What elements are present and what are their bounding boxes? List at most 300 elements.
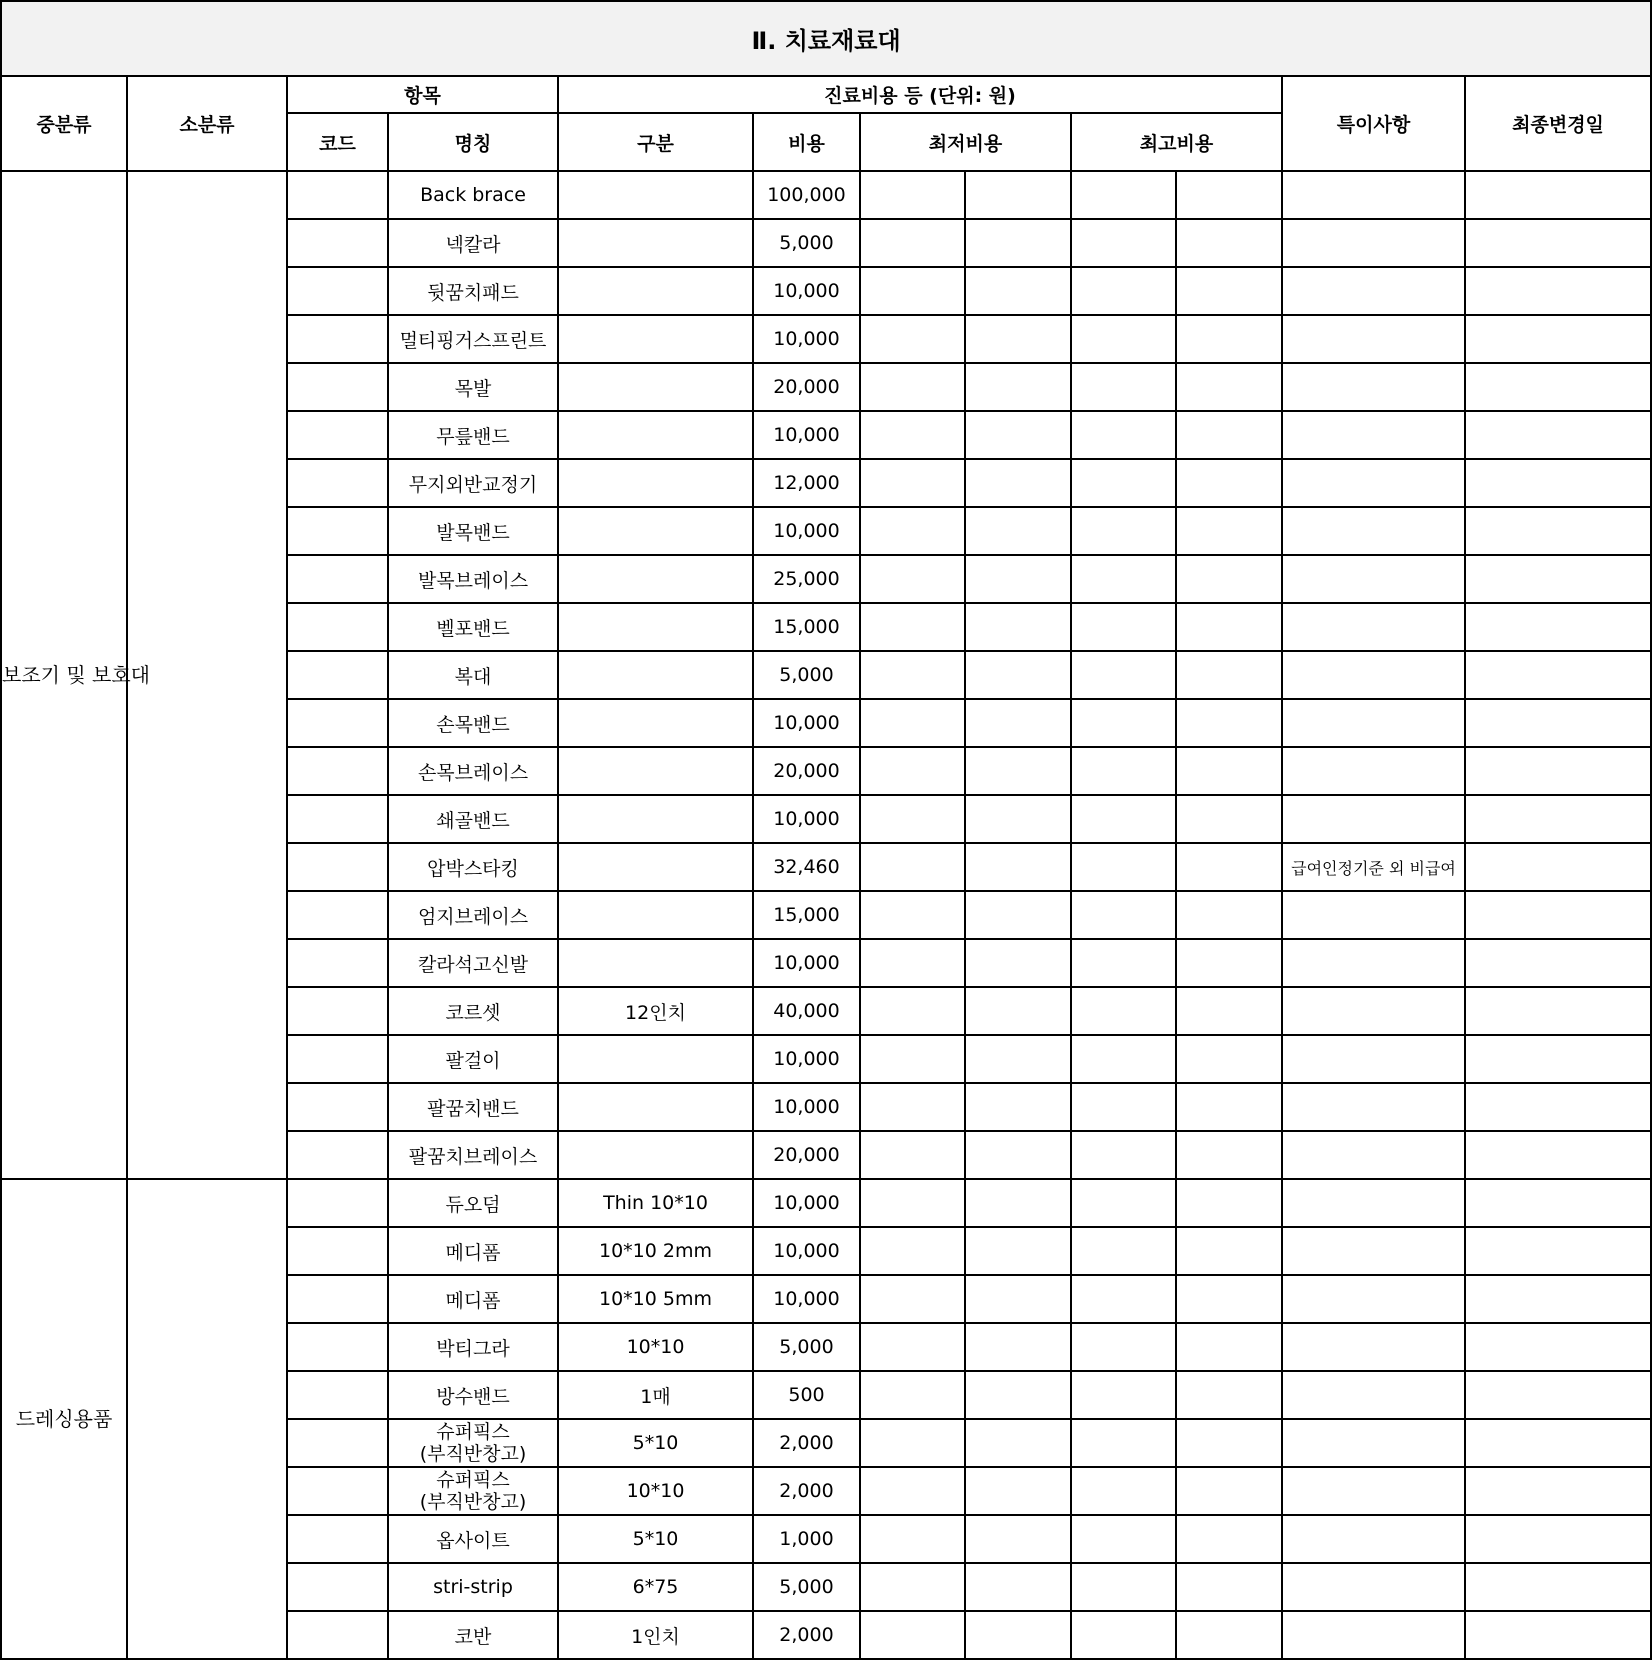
cost-cell: 10,000: [753, 507, 860, 555]
max-cost-cell-a: [1071, 1611, 1176, 1659]
code-cell: [287, 1323, 388, 1371]
remarks-cell: [1282, 1227, 1465, 1275]
min-cost-cell-a: [860, 843, 965, 891]
max-cost-cell-a: [1071, 411, 1176, 459]
code-cell: [287, 1035, 388, 1083]
code-cell: [287, 411, 388, 459]
item-name-cell: 무지외반교정기: [388, 459, 558, 507]
max-cost-cell-a: [1071, 1179, 1176, 1227]
remarks-cell: [1282, 219, 1465, 267]
min-cost-cell-b: [965, 507, 1071, 555]
cost-cell: 10,000: [753, 1275, 860, 1323]
division-cell: [558, 411, 753, 459]
max-cost-cell-a: [1071, 699, 1176, 747]
max-cost-cell-b: [1176, 603, 1282, 651]
min-cost-cell-b: [965, 651, 1071, 699]
min-cost-cell-b: [965, 1419, 1071, 1467]
division-cell: [558, 267, 753, 315]
max-cost-cell-b: [1176, 795, 1282, 843]
max-cost-cell-a: [1071, 651, 1176, 699]
cost-cell: 15,000: [753, 603, 860, 651]
page-title: Ⅱ. 치료재료대: [1, 1, 1651, 76]
max-cost-cell-b: [1176, 747, 1282, 795]
cost-cell: 10,000: [753, 267, 860, 315]
max-cost-cell-a: [1071, 603, 1176, 651]
cost-cell: 20,000: [753, 1131, 860, 1179]
cost-cell: 15,000: [753, 891, 860, 939]
last-modified-cell: [1465, 747, 1651, 795]
code-cell: [287, 1515, 388, 1563]
max-cost-cell-a: [1071, 1083, 1176, 1131]
remarks-cell: [1282, 987, 1465, 1035]
min-cost-cell-a: [860, 1563, 965, 1611]
code-cell: [287, 507, 388, 555]
min-cost-cell-a: [860, 363, 965, 411]
remarks-cell: [1282, 939, 1465, 987]
remarks-cell: [1282, 891, 1465, 939]
item-name-cell: 넥칼라: [388, 219, 558, 267]
item-name-cell: 박티그라: [388, 1323, 558, 1371]
last-modified-cell: [1465, 651, 1651, 699]
code-cell: [287, 1419, 388, 1467]
header-cost: 비용: [753, 113, 860, 171]
min-cost-cell-b: [965, 699, 1071, 747]
code-cell: [287, 939, 388, 987]
division-cell: [558, 219, 753, 267]
division-cell: [558, 795, 753, 843]
min-cost-cell-a: [860, 1515, 965, 1563]
item-name-cell: 발목밴드: [388, 507, 558, 555]
item-name-cell: 방수밴드: [388, 1371, 558, 1419]
min-cost-cell-b: [965, 1035, 1071, 1083]
last-modified-cell: [1465, 1035, 1651, 1083]
last-modified-cell: [1465, 1467, 1651, 1515]
cost-cell: 1,000: [753, 1515, 860, 1563]
item-name-cell: Back brace: [388, 171, 558, 219]
remarks-cell: [1282, 555, 1465, 603]
remarks-cell: [1282, 1611, 1465, 1659]
min-cost-cell-a: [860, 1131, 965, 1179]
max-cost-cell-b: [1176, 1371, 1282, 1419]
cost-cell: 10,000: [753, 795, 860, 843]
last-modified-cell: [1465, 1275, 1651, 1323]
code-cell: [287, 459, 388, 507]
minor-category-cell: [127, 171, 287, 1179]
code-cell: [287, 1131, 388, 1179]
max-cost-cell-a: [1071, 315, 1176, 363]
major-category-cell: 보조기 및 보호대: [1, 171, 127, 1179]
item-name-cell: 슈퍼픽스 (부직반창고): [388, 1467, 558, 1515]
max-cost-cell-b: [1176, 1131, 1282, 1179]
remarks-cell: 급여인정기준 외 비급여: [1282, 843, 1465, 891]
max-cost-cell-a: [1071, 1371, 1176, 1419]
max-cost-cell-a: [1071, 219, 1176, 267]
last-modified-cell: [1465, 219, 1651, 267]
item-name-cell: 팔꿈치밴드: [388, 1083, 558, 1131]
max-cost-cell-a: [1071, 1035, 1176, 1083]
item-name-cell: 옵사이트: [388, 1515, 558, 1563]
code-cell: [287, 651, 388, 699]
last-modified-cell: [1465, 1515, 1651, 1563]
division-cell: 5*10: [558, 1515, 753, 1563]
remarks-cell: [1282, 1083, 1465, 1131]
max-cost-cell-a: [1071, 843, 1176, 891]
max-cost-cell-b: [1176, 1419, 1282, 1467]
remarks-cell: [1282, 699, 1465, 747]
max-cost-cell-a: [1071, 795, 1176, 843]
max-cost-cell-a: [1071, 1419, 1176, 1467]
last-modified-cell: [1465, 267, 1651, 315]
code-cell: [287, 1611, 388, 1659]
max-cost-cell-b: [1176, 1323, 1282, 1371]
min-cost-cell-b: [965, 1227, 1071, 1275]
remarks-cell: [1282, 1419, 1465, 1467]
max-cost-cell-a: [1071, 1131, 1176, 1179]
item-name-cell: 코반: [388, 1611, 558, 1659]
header-cost-group: 진료비용 등 (단위: 원): [558, 76, 1282, 113]
min-cost-cell-b: [965, 363, 1071, 411]
remarks-cell: [1282, 1275, 1465, 1323]
min-cost-cell-a: [860, 1179, 965, 1227]
item-name-cell: 벨포밴드: [388, 603, 558, 651]
item-name-cell: 듀오덤: [388, 1179, 558, 1227]
min-cost-cell-a: [860, 1467, 965, 1515]
division-cell: [558, 939, 753, 987]
minor-category-cell: [127, 1179, 287, 1659]
min-cost-cell-b: [965, 315, 1071, 363]
item-name-cell: 슈퍼픽스 (부직반창고): [388, 1419, 558, 1467]
code-cell: [287, 1467, 388, 1515]
min-cost-cell-a: [860, 747, 965, 795]
max-cost-cell-a: [1071, 747, 1176, 795]
remarks-cell: [1282, 363, 1465, 411]
remarks-cell: [1282, 1563, 1465, 1611]
max-cost-cell-a: [1071, 1467, 1176, 1515]
remarks-cell: [1282, 411, 1465, 459]
min-cost-cell-a: [860, 507, 965, 555]
remarks-cell: [1282, 1371, 1465, 1419]
remarks-cell: [1282, 603, 1465, 651]
division-cell: [558, 843, 753, 891]
max-cost-cell-a: [1071, 459, 1176, 507]
division-cell: 6*75: [558, 1563, 753, 1611]
cost-cell: 2,000: [753, 1419, 860, 1467]
item-name-cell: 메디폼: [388, 1275, 558, 1323]
max-cost-cell-b: [1176, 1611, 1282, 1659]
remarks-cell: [1282, 1179, 1465, 1227]
min-cost-cell-b: [965, 1371, 1071, 1419]
min-cost-cell-a: [860, 1227, 965, 1275]
code-cell: [287, 267, 388, 315]
header-division: 구분: [558, 113, 753, 171]
division-cell: [558, 1035, 753, 1083]
max-cost-cell-b: [1176, 219, 1282, 267]
division-cell: [558, 363, 753, 411]
cost-cell: 5,000: [753, 651, 860, 699]
item-name-cell: 손목밴드: [388, 699, 558, 747]
max-cost-cell-b: [1176, 1275, 1282, 1323]
division-cell: [558, 699, 753, 747]
code-cell: [287, 987, 388, 1035]
remarks-cell: [1282, 459, 1465, 507]
max-cost-cell-b: [1176, 267, 1282, 315]
header-item: 항목: [287, 76, 558, 113]
min-cost-cell-b: [965, 1611, 1071, 1659]
min-cost-cell-a: [860, 987, 965, 1035]
max-cost-cell-a: [1071, 1515, 1176, 1563]
last-modified-cell: [1465, 1179, 1651, 1227]
remarks-cell: [1282, 1515, 1465, 1563]
code-cell: [287, 603, 388, 651]
division-cell: [558, 555, 753, 603]
max-cost-cell-b: [1176, 1467, 1282, 1515]
division-cell: 1인치: [558, 1611, 753, 1659]
header-max-cost: 최고비용: [1071, 113, 1282, 171]
min-cost-cell-a: [860, 1611, 965, 1659]
max-cost-cell-b: [1176, 1083, 1282, 1131]
division-cell: 12인치: [558, 987, 753, 1035]
remarks-cell: [1282, 1131, 1465, 1179]
division-cell: 5*10: [558, 1419, 753, 1467]
header-code: 코드: [287, 113, 388, 171]
item-name-cell: 메디폼: [388, 1227, 558, 1275]
min-cost-cell-a: [860, 1083, 965, 1131]
min-cost-cell-a: [860, 699, 965, 747]
division-cell: 10*10 2mm: [558, 1227, 753, 1275]
min-cost-cell-a: [860, 1371, 965, 1419]
min-cost-cell-b: [965, 747, 1071, 795]
last-modified-cell: [1465, 795, 1651, 843]
min-cost-cell-b: [965, 603, 1071, 651]
min-cost-cell-b: [965, 1323, 1071, 1371]
item-name-cell: 칼라석고신발: [388, 939, 558, 987]
min-cost-cell-b: [965, 1467, 1071, 1515]
cost-cell: 5,000: [753, 1323, 860, 1371]
last-modified-cell: [1465, 1323, 1651, 1371]
max-cost-cell-b: [1176, 939, 1282, 987]
min-cost-cell-a: [860, 555, 965, 603]
min-cost-cell-b: [965, 1515, 1071, 1563]
cost-cell: 2,000: [753, 1611, 860, 1659]
min-cost-cell-a: [860, 603, 965, 651]
remarks-cell: [1282, 795, 1465, 843]
max-cost-cell-a: [1071, 555, 1176, 603]
remarks-cell: [1282, 171, 1465, 219]
cost-cell: 10,000: [753, 315, 860, 363]
last-modified-cell: [1465, 1419, 1651, 1467]
code-cell: [287, 1371, 388, 1419]
header-min-cost: 최저비용: [860, 113, 1071, 171]
division-cell: [558, 1083, 753, 1131]
last-modified-cell: [1465, 171, 1651, 219]
cost-cell: 32,460: [753, 843, 860, 891]
cost-cell: 25,000: [753, 555, 860, 603]
cost-cell: 10,000: [753, 939, 860, 987]
max-cost-cell-b: [1176, 987, 1282, 1035]
item-name-cell: 팔꿈치브레이스: [388, 1131, 558, 1179]
cost-cell: 20,000: [753, 747, 860, 795]
min-cost-cell-b: [965, 459, 1071, 507]
min-cost-cell-a: [860, 171, 965, 219]
max-cost-cell-a: [1071, 939, 1176, 987]
cost-cell: 5,000: [753, 219, 860, 267]
header-remarks: 특이사항: [1282, 76, 1465, 171]
header-major-category: 중분류: [1, 76, 127, 171]
max-cost-cell-a: [1071, 987, 1176, 1035]
cost-cell: 10,000: [753, 1035, 860, 1083]
code-cell: [287, 1563, 388, 1611]
major-category-cell: 드레싱용품: [1, 1179, 127, 1659]
header-last-modified: 최종변경일: [1465, 76, 1651, 171]
cost-cell: 5,000: [753, 1563, 860, 1611]
max-cost-cell-a: [1071, 507, 1176, 555]
min-cost-cell-b: [965, 987, 1071, 1035]
max-cost-cell-b: [1176, 651, 1282, 699]
division-cell: [558, 1131, 753, 1179]
last-modified-cell: [1465, 363, 1651, 411]
min-cost-cell-b: [965, 1179, 1071, 1227]
min-cost-cell-b: [965, 267, 1071, 315]
item-name-cell: 쇄골밴드: [388, 795, 558, 843]
division-cell: 1매: [558, 1371, 753, 1419]
cost-cell: 12,000: [753, 459, 860, 507]
min-cost-cell-b: [965, 939, 1071, 987]
division-cell: 10*10: [558, 1467, 753, 1515]
min-cost-cell-b: [965, 1131, 1071, 1179]
cost-cell: 10,000: [753, 411, 860, 459]
max-cost-cell-a: [1071, 363, 1176, 411]
cost-cell: 2,000: [753, 1467, 860, 1515]
remarks-cell: [1282, 267, 1465, 315]
code-cell: [287, 315, 388, 363]
cost-cell: 10,000: [753, 1227, 860, 1275]
last-modified-cell: [1465, 1611, 1651, 1659]
max-cost-cell-a: [1071, 267, 1176, 315]
max-cost-cell-a: [1071, 1275, 1176, 1323]
cost-cell: 10,000: [753, 699, 860, 747]
code-cell: [287, 363, 388, 411]
min-cost-cell-b: [965, 171, 1071, 219]
division-cell: [558, 459, 753, 507]
table-row: [1, 171, 1651, 219]
division-cell: [558, 603, 753, 651]
min-cost-cell-a: [860, 1035, 965, 1083]
max-cost-cell-b: [1176, 171, 1282, 219]
division-cell: Thin 10*10: [558, 1179, 753, 1227]
max-cost-cell-b: [1176, 363, 1282, 411]
cost-cell: 10,000: [753, 1179, 860, 1227]
min-cost-cell-b: [965, 411, 1071, 459]
remarks-cell: [1282, 651, 1465, 699]
last-modified-cell: [1465, 1371, 1651, 1419]
last-modified-cell: [1465, 843, 1651, 891]
header-minor-category: 소분류: [127, 76, 287, 171]
max-cost-cell-a: [1071, 1227, 1176, 1275]
min-cost-cell-b: [965, 891, 1071, 939]
max-cost-cell-b: [1176, 1563, 1282, 1611]
code-cell: [287, 171, 388, 219]
max-cost-cell-b: [1176, 1515, 1282, 1563]
min-cost-cell-a: [860, 459, 965, 507]
division-cell: 10*10 5mm: [558, 1275, 753, 1323]
min-cost-cell-a: [860, 1419, 965, 1467]
min-cost-cell-a: [860, 795, 965, 843]
max-cost-cell-b: [1176, 843, 1282, 891]
last-modified-cell: [1465, 555, 1651, 603]
item-name-cell: 무릎밴드: [388, 411, 558, 459]
code-cell: [287, 843, 388, 891]
item-name-cell: 압박스타킹: [388, 843, 558, 891]
max-cost-cell-b: [1176, 1179, 1282, 1227]
code-cell: [287, 555, 388, 603]
min-cost-cell-a: [860, 939, 965, 987]
item-name-cell: 멀티핑거스프린트: [388, 315, 558, 363]
last-modified-cell: [1465, 1083, 1651, 1131]
max-cost-cell-a: [1071, 171, 1176, 219]
last-modified-cell: [1465, 939, 1651, 987]
max-cost-cell-b: [1176, 315, 1282, 363]
last-modified-cell: [1465, 1131, 1651, 1179]
min-cost-cell-a: [860, 219, 965, 267]
last-modified-cell: [1465, 987, 1651, 1035]
item-name-cell: 엄지브레이스: [388, 891, 558, 939]
last-modified-cell: [1465, 1563, 1651, 1611]
code-cell: [287, 699, 388, 747]
max-cost-cell-b: [1176, 699, 1282, 747]
min-cost-cell-a: [860, 651, 965, 699]
division-cell: [558, 891, 753, 939]
min-cost-cell-b: [965, 1083, 1071, 1131]
table-row: [1, 1179, 1651, 1227]
min-cost-cell-b: [965, 219, 1071, 267]
cost-cell: 100,000: [753, 171, 860, 219]
last-modified-cell: [1465, 891, 1651, 939]
min-cost-cell-b: [965, 843, 1071, 891]
max-cost-cell-b: [1176, 459, 1282, 507]
remarks-cell: [1282, 747, 1465, 795]
min-cost-cell-a: [860, 315, 965, 363]
max-cost-cell-b: [1176, 411, 1282, 459]
last-modified-cell: [1465, 603, 1651, 651]
division-cell: [558, 747, 753, 795]
cost-cell: 40,000: [753, 987, 860, 1035]
last-modified-cell: [1465, 1227, 1651, 1275]
code-cell: [287, 747, 388, 795]
last-modified-cell: [1465, 411, 1651, 459]
code-cell: [287, 1179, 388, 1227]
item-name-cell: 손목브레이스: [388, 747, 558, 795]
item-name-cell: 발목브레이스: [388, 555, 558, 603]
code-cell: [287, 1083, 388, 1131]
item-name-cell: 목발: [388, 363, 558, 411]
max-cost-cell-b: [1176, 1227, 1282, 1275]
last-modified-cell: [1465, 507, 1651, 555]
remarks-cell: [1282, 507, 1465, 555]
item-name-cell: 복대: [388, 651, 558, 699]
min-cost-cell-b: [965, 1563, 1071, 1611]
item-name-cell: stri-strip: [388, 1563, 558, 1611]
code-cell: [287, 891, 388, 939]
code-cell: [287, 795, 388, 843]
item-name-cell: 코르셋: [388, 987, 558, 1035]
max-cost-cell-a: [1071, 1563, 1176, 1611]
cost-cell: 10,000: [753, 1083, 860, 1131]
header-name: 명칭: [388, 113, 558, 171]
remarks-cell: [1282, 1323, 1465, 1371]
cost-cell: 20,000: [753, 363, 860, 411]
min-cost-cell-a: [860, 411, 965, 459]
max-cost-cell-a: [1071, 891, 1176, 939]
